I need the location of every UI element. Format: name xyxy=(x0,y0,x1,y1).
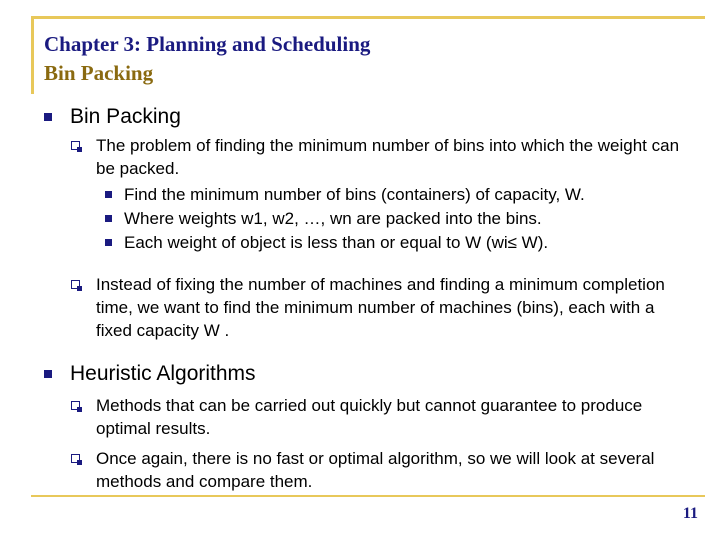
list-item xyxy=(96,447,686,493)
section-heuristic-algorithms xyxy=(70,362,256,386)
square-bullet-icon xyxy=(44,113,52,121)
sub-list-item xyxy=(124,207,542,230)
page-number: 11 xyxy=(682,505,698,522)
frame-top-line xyxy=(31,16,705,19)
square-bullet-icon xyxy=(44,370,52,378)
sub-list-item-text: Find the minimum number of bins (containers) of capacity, W. xyxy=(124,185,585,204)
checkbox-bullet-icon xyxy=(71,454,80,463)
list-item-text: Instead of fixing the number of machines and finding a minimum completion time, we want to find the minimum number of machines (bins), each with a fixed capacity W . xyxy=(96,275,665,340)
checkbox-bullet-icon xyxy=(71,401,80,410)
square-bullet-icon xyxy=(105,191,112,198)
title-line-1: Chapter 3: Planning and Scheduling xyxy=(44,32,371,56)
section-bin-packing xyxy=(70,105,181,129)
sub-list-item-text: Where weights w1, w2, …, wn are packed into the bins. xyxy=(124,209,542,228)
frame-bottom-line xyxy=(31,495,705,497)
frame-left-line xyxy=(31,16,34,94)
square-bullet-icon xyxy=(105,239,112,246)
sub-list-item xyxy=(124,183,585,206)
list-item-text: The problem of finding the minimum number of bins into which the weight can be packed. xyxy=(96,136,680,178)
sub-list-item-text: Each weight of object is less than or equal to W (wi≤ W). xyxy=(124,233,549,252)
slide-title xyxy=(44,30,370,88)
square-bullet-icon xyxy=(105,215,112,222)
list-item xyxy=(96,394,686,440)
list-item-text: Methods that can be carried out quickly but cannot guarantee to produce optimal results. xyxy=(96,396,643,438)
checkbox-bullet-icon xyxy=(71,280,80,289)
section-heading: Bin Packing xyxy=(70,105,181,128)
list-item xyxy=(96,273,686,342)
checkbox-bullet-icon xyxy=(71,141,80,150)
list-item xyxy=(96,134,686,180)
section-heading: Heuristic Algorithms xyxy=(70,362,256,385)
title-line-2: Bin Packing xyxy=(44,61,154,85)
sub-list-item xyxy=(124,231,548,254)
list-item-text: Once again, there is no fast or optimal algorithm, so we will look at several methods and compare them. xyxy=(96,449,655,491)
